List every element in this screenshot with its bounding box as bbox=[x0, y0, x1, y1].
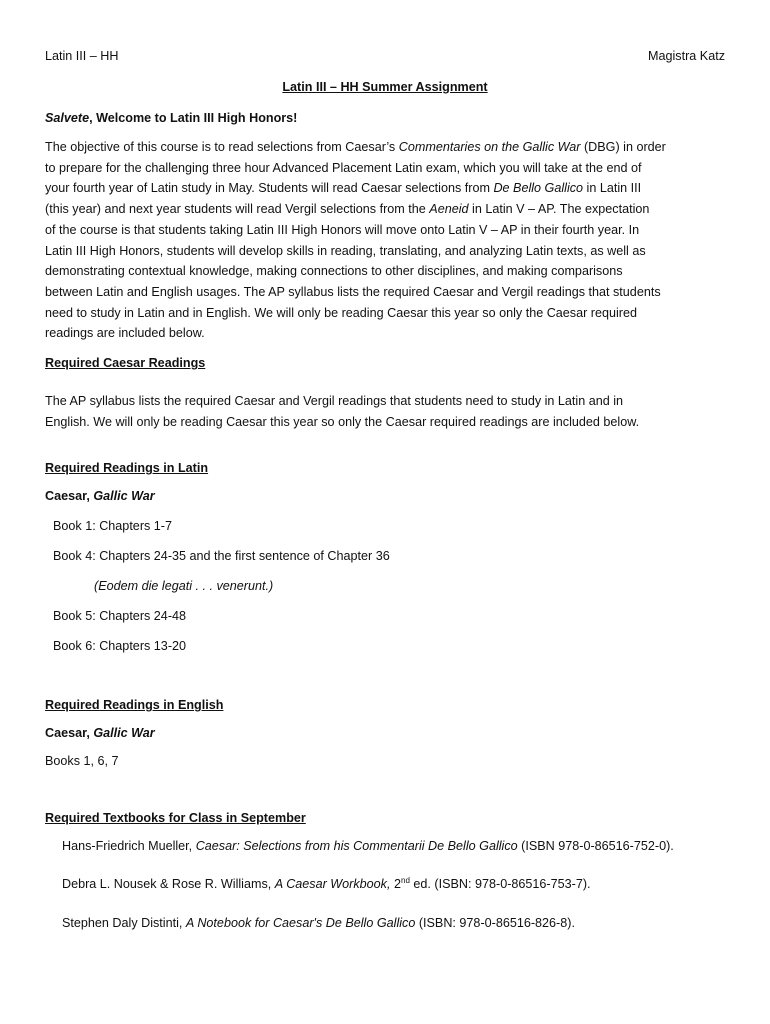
objective-text: (this year) and next year students will read Vergil selections from the bbox=[45, 202, 430, 217]
objective-text: to prepare for the challenging three hour Advanced Placement Latin exam, which you will take at the end of bbox=[45, 160, 642, 175]
edition-suffix: nd bbox=[401, 875, 410, 885]
textbook-isbn: (ISBN: 978-0-86516-826-8). bbox=[415, 916, 575, 930]
textbook-edition: 2 bbox=[390, 877, 401, 891]
objective-text: The objective of this course is to read selections from Caesar’s bbox=[45, 140, 399, 154]
required-caesar-text: The AP syllabus lists the required Caesar and Vergil readings that students need to study in Latin and in bbox=[45, 394, 624, 408]
latin-reading-item: Book 4: Chapters 24-35 and the first sentence of Chapter 36 bbox=[53, 549, 390, 563]
objective-text: (DBG) in order bbox=[580, 140, 666, 154]
textbook-item bbox=[62, 913, 575, 934]
latin-reading-note: (Eodem die legati . . . venerunt.) bbox=[94, 579, 274, 593]
objective-work-title: Commentaries on the Gallic War bbox=[398, 140, 581, 154]
english-readings-heading: Required Readings in English bbox=[45, 698, 224, 712]
objective-text: in Latin III bbox=[583, 181, 642, 196]
welcome-text: , Welcome to Latin III High Honors! bbox=[89, 111, 298, 125]
textbook-author: Debra L. Nousek & Rose R. Williams, bbox=[62, 877, 275, 891]
required-caesar-heading: Required Caesar Readings bbox=[45, 356, 206, 370]
required-caesar-text: English. We will only be reading Caesar this year so only the Caesar required readings are included below. bbox=[45, 414, 640, 429]
english-books: Books 1, 6, 7 bbox=[45, 754, 119, 768]
textbook-isbn: (ISBN 978-0-86516-752-0). bbox=[517, 839, 674, 853]
welcome-line bbox=[45, 108, 297, 129]
latin-reading-item: Book 5: Chapters 24-48 bbox=[53, 609, 187, 623]
objective-text: readings are included below. bbox=[45, 326, 205, 341]
salvete-word: Salvete bbox=[45, 111, 90, 125]
objective-text: your fourth year of Latin study in May. Students will read Caesar selections from bbox=[45, 181, 494, 196]
objective-work-title: Aeneid bbox=[429, 202, 469, 217]
textbook-title: A Notebook for Caesar's De Bello Gallico bbox=[185, 916, 416, 930]
objective-paragraph bbox=[45, 137, 727, 344]
objective-text: in Latin V – AP. The expectation bbox=[468, 202, 650, 217]
header-teacher: Magistra Katz bbox=[648, 49, 725, 63]
latin-readings-heading: Required Readings in Latin bbox=[45, 461, 209, 475]
textbook-title: Caesar: Selections from his Commentarii De Bello Gallico bbox=[195, 839, 518, 853]
latin-author-line bbox=[45, 486, 155, 507]
english-author-line bbox=[45, 723, 155, 744]
textbooks-heading: Required Textbooks for Class in September bbox=[45, 811, 306, 825]
latin-reading-item: Book 1: Chapters 1-7 bbox=[53, 519, 173, 533]
objective-text: need to study in Latin and in English. We will only be reading Caesar this year so only the Caesar required bbox=[45, 305, 638, 320]
textbook-item bbox=[62, 874, 591, 895]
textbook-item bbox=[62, 836, 674, 857]
objective-text: between Latin and English usages. The AP syllabus lists the required Caesar and Vergil readings that students bbox=[45, 284, 661, 299]
work-title: Gallic War bbox=[93, 726, 155, 740]
work-title: Gallic War bbox=[93, 489, 155, 503]
textbook-isbn: ed. (ISBN: 978-0-86516-753-7). bbox=[409, 877, 591, 891]
header-course: Latin III – HH bbox=[45, 49, 119, 63]
latin-reading-item: Book 6: Chapters 13-20 bbox=[53, 639, 187, 653]
author-name: Caesar, bbox=[45, 726, 94, 740]
required-caesar-paragraph bbox=[45, 391, 727, 432]
objective-text: of the course is that students taking Latin III High Honors will move onto Latin V – AP in their fourth year. In bbox=[45, 222, 640, 237]
objective-text: Latin III High Honors, students will develop skills in reading, translating, and analyzing Latin texts, as well as bbox=[45, 243, 646, 258]
textbook-author: Hans-Friedrich Mueller, bbox=[62, 839, 196, 853]
textbook-author: Stephen Daly Distinti, bbox=[62, 916, 186, 930]
objective-work-title: De Bello Gallico bbox=[493, 181, 584, 196]
textbook-title: A Caesar Workbook, bbox=[274, 877, 391, 891]
document-title: Latin III – HH Summer Assignment bbox=[282, 80, 488, 94]
author-name: Caesar, bbox=[45, 489, 94, 503]
objective-text: demonstrating contextual knowledge, making connections to other disciplines, and making comparisons bbox=[45, 264, 623, 279]
